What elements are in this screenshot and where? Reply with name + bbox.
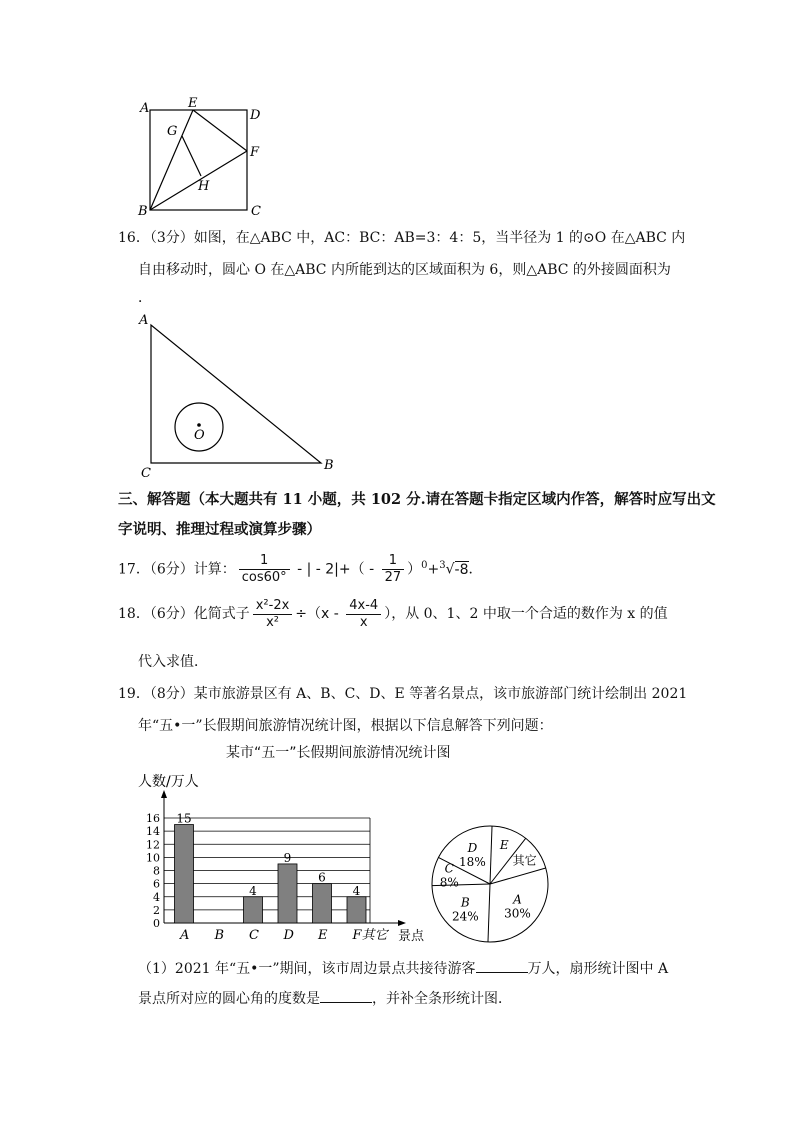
- bar-value-label: 6: [318, 870, 326, 885]
- q17-frac2-num: 1: [382, 553, 405, 570]
- q17-root-sign: √: [445, 561, 455, 578]
- q17-end: ．: [468, 561, 483, 578]
- pie-slice-label: 其它: [512, 853, 537, 868]
- bar-C: [244, 897, 263, 923]
- pie-slice-percent: 18%: [459, 854, 486, 869]
- q17-prefix: 17．（6分）计算：: [118, 561, 236, 578]
- y-tick-label: 16: [146, 812, 160, 825]
- bar-E: [313, 884, 332, 923]
- y-axis-label: 人数/万人: [138, 774, 199, 790]
- q18-frac2-num: 4x-4: [346, 598, 381, 615]
- q18-tail: ），从 0、1、2 中取一个合适的数作为 x 的值: [384, 606, 668, 622]
- q16-line1: 16．（3分）如图，在△ABC 中，AC：BC：AB=3：4：5，当半径为 1 的⊙O 在△ABC 内: [118, 230, 686, 246]
- y-tick-label: 0: [153, 917, 160, 930]
- q18-frac1: [253, 598, 293, 631]
- bar-chart: [128, 768, 438, 948]
- q16-line3: ．: [138, 290, 152, 306]
- q17-tail: ）: [407, 561, 422, 578]
- pie-slice-percent: 24%: [451, 909, 479, 924]
- q19-part1-d: ，并补全条形统计图．: [372, 991, 512, 1007]
- x-tick-label: B: [214, 928, 225, 943]
- section3-heading-line1: 三、解答题（本大题共有 11 小题，共 102 分.请在答题卡指定区域内作答，解答时应写出文: [118, 491, 716, 508]
- q16-line2: 自由移动时，圆心 O 在△ABC 内所能到达的区域面积为 6，则△ABC 的外接圆面积为: [138, 262, 671, 278]
- circle-O: [175, 403, 223, 451]
- chart-title: 某市“五一”长假期间旅游情况统计图: [226, 745, 451, 761]
- fig15-square-diagram: [130, 90, 270, 220]
- q18-frac2: [346, 598, 381, 631]
- label-H: H: [198, 179, 210, 194]
- q17-mid: - | - 2|+（ -: [292, 561, 379, 578]
- answer-blank-2[interactable]: [320, 988, 372, 1003]
- q19-part1-c: 景点所对应的圆心角的度数是: [138, 991, 320, 1007]
- y-axis-arrow: [161, 790, 167, 798]
- q19-line2: 年“五•一”长假期间旅游情况统计图，根据以下信息解答下列问题：: [138, 718, 553, 734]
- y-tick-label: 2: [153, 903, 160, 917]
- y-tick-label: 8: [153, 864, 160, 878]
- q18-frac1-den: x²: [266, 614, 279, 630]
- bar-value-label: 9: [283, 850, 292, 865]
- q17-root-index: 3: [439, 560, 446, 571]
- x-axis-label: 景点: [398, 929, 425, 944]
- bar-F其它: [347, 897, 366, 923]
- pie-chart: [428, 822, 558, 952]
- answer-blank-1[interactable]: [476, 958, 528, 973]
- pie-slice-label: B: [460, 895, 470, 910]
- x-tick-label: D: [283, 928, 294, 943]
- bar-value-label: 4: [352, 883, 361, 898]
- pie-slice-percent: 8%: [439, 875, 459, 890]
- q17-frac2-den: 27: [384, 570, 402, 586]
- x-tick-label: A: [180, 928, 190, 943]
- label-A: A: [140, 101, 150, 116]
- q17-frac2: [382, 553, 405, 586]
- q17-frac1: [239, 553, 290, 586]
- q19-part1-line2: [138, 988, 512, 1009]
- q19-part1-line1: [138, 958, 668, 979]
- q18: [118, 596, 668, 632]
- label-C: C: [251, 204, 261, 219]
- q18-prefix: 18．（6分）化简式子: [118, 606, 250, 622]
- pie-slice-label: A: [513, 892, 522, 907]
- y-tick-label: 14: [146, 825, 160, 839]
- label-B: B: [324, 458, 334, 473]
- label-F: F: [250, 145, 260, 160]
- pie-slice-label: D: [467, 840, 478, 855]
- q19-line1: 19．（8分）某市旅游景区有 A、B、C、D、E 等著名景点，该市旅游部门统计绘制出 2021: [118, 686, 688, 702]
- label-O: O: [194, 428, 205, 443]
- q18-line2: 代入求值．: [138, 654, 208, 670]
- label-E: E: [188, 96, 198, 111]
- q17-frac1-den: cos60°: [241, 570, 287, 586]
- fig16-triangle-diagram: [136, 310, 346, 480]
- q17-exp0: 0: [421, 560, 428, 571]
- q17: [118, 548, 483, 588]
- label-B: B: [138, 204, 148, 219]
- pie-slice-percent: 30%: [504, 906, 531, 921]
- q18-frac2-den: x: [359, 614, 368, 630]
- y-tick-label: 4: [153, 890, 160, 904]
- x-tick-label: C: [249, 928, 259, 943]
- bar-D: [278, 864, 297, 923]
- q19-part1-a: （1）2021 年“五•一”期间，该市周边景点共接待游客: [138, 961, 476, 977]
- q17-radicand: -8: [454, 561, 469, 578]
- label-C: C: [141, 466, 151, 480]
- pie-slice-label: E: [499, 837, 509, 852]
- y-tick-label: 12: [146, 838, 160, 852]
- q19-part1-b: 万人，扇形统计图中 A: [527, 961, 669, 977]
- pie-slice-label: C: [444, 861, 454, 876]
- q18-frac1-num: x²-2x: [253, 598, 293, 615]
- x-axis-arrow: [398, 920, 406, 926]
- label-A: A: [139, 313, 149, 328]
- bar-A: [175, 825, 194, 923]
- bar-value-label: 4: [249, 883, 257, 898]
- y-tick-label: 6: [153, 877, 160, 891]
- y-tick-label: 10: [146, 851, 160, 865]
- x-tick-label: F其它: [352, 928, 388, 943]
- section3-heading-line2: 字说明、推理过程或演算步骤）: [118, 521, 321, 538]
- label-G: G: [167, 124, 178, 139]
- bar-value-label: 15: [176, 811, 192, 826]
- label-D: D: [250, 108, 261, 123]
- x-tick-label: E: [318, 928, 328, 943]
- q17-plus: +: [427, 561, 440, 578]
- q17-frac1-num: 1: [239, 553, 290, 570]
- q18-mid: ÷（x -: [295, 606, 344, 622]
